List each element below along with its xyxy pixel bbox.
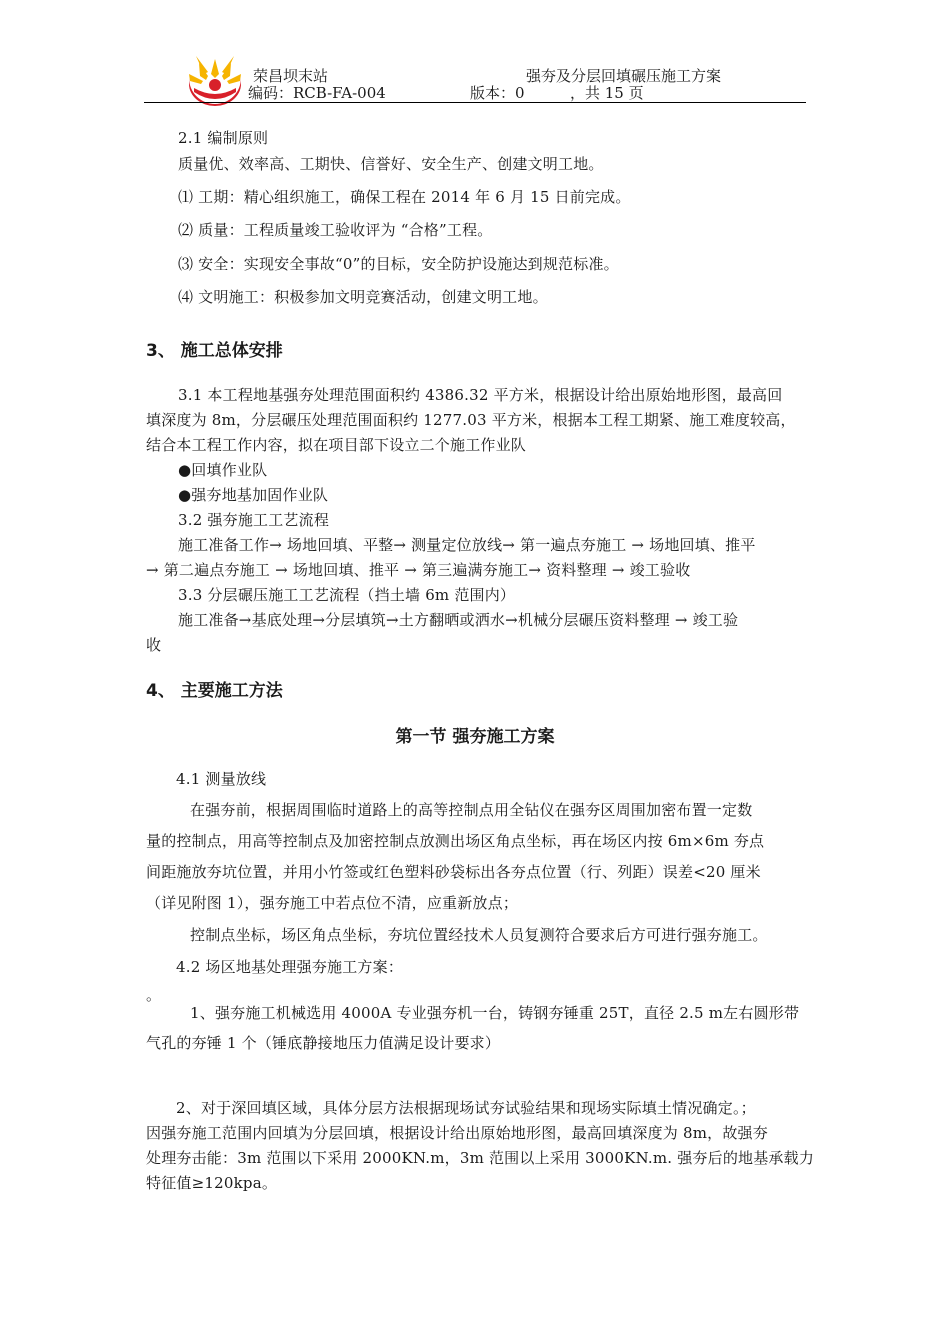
header-company: 荣昌坝末站 — [253, 67, 329, 85]
s31-line: 3.1 本工程地基强夯处理范围面积约 4386.32 平方米，根据设计给出原始地形图，最高回 — [178, 386, 783, 404]
header-pages: ，共 15 页 — [570, 84, 644, 102]
s33-line: 施工准备→基底处理→分层填筑→土方翻晒或洒水→机械分层碾压资料整理 → 竣工验 — [178, 611, 739, 629]
s21-item: ⑷ 文明施工：积极参加文明竞赛活动，创建文明工地。 — [178, 288, 548, 306]
company-logo — [186, 54, 244, 108]
section-1-title: 第一节 强夯施工方案 — [395, 727, 555, 747]
s32-line: 施工准备工作→ 场地回填、平整→ 测量定位放线→ 第一遍点夯施工 → 场地回填、推平 — [178, 536, 756, 554]
p2-line: 因强夯施工范围内回填为分层回填，根据设计给出原始地形图，最高回填深度为 8m，故强夯 — [146, 1124, 768, 1142]
p2-line: 特征值≥120kpa。 — [146, 1174, 278, 1192]
s32-line: → 第二遍点夯施工 → 场地回填、推平 → 第三遍满夯施工→ 资料整理 → 竣工验收 — [146, 561, 691, 579]
s21-item: ⑵ 质量：工程质量竣工验收评为 “合格”工程。 — [178, 221, 493, 239]
s41-line: 在强夯前，根据周围临时道路上的高等控制点用全钻仪在强夯区周围加密布置一定数 — [190, 801, 753, 819]
s41-title: 4.1 测量放线 — [176, 770, 267, 788]
team-item: ●强夯地基加固作业队 — [178, 486, 329, 504]
s32-title: 3.2 强夯施工工艺流程 — [178, 511, 330, 529]
s33-line: 收 — [146, 636, 162, 654]
s31-line: 填深度为 8m，分层碾压处理范围面积约 1277.03 平方米，根据本工程工期紧、施工难度较高， — [146, 411, 796, 429]
team-item: ●回填作业队 — [178, 461, 268, 479]
s21-intro: 质量优、效率高、工期快、信誉好、安全生产、创建文明工地。 — [178, 155, 604, 173]
s33-title: 3.3 分层碾压施工工艺流程（挡土墙 6m 范围内） — [178, 586, 516, 604]
s41-line: 间距施放夯坑位置，并用小竹签或红色塑料砂袋标出各夯点位置（行、列距）误差<20 厘米 — [146, 863, 761, 881]
s41-line: （详见附图 1），强夯施工中若点位不清，应重新放点； — [146, 894, 519, 912]
s41-line: 量的控制点，用高等控制点及加密控制点放测出场区角点坐标，再在场区内按 6m×6m 夯点 — [146, 832, 765, 850]
header-version: 版本：0 — [470, 84, 525, 102]
s41-line: 控制点坐标，场区角点坐标，夯坑位置经技术人员复测符合要求后方可进行强夯施工。 — [190, 926, 768, 944]
p2-line: 处理夯击能：3m 范围以下采用 2000KN.m，3m 范围以上采用 3000KN.m. 强夯后的地基承载力 — [146, 1149, 815, 1167]
section-4-heading: 4、 主要施工方法 — [146, 681, 283, 701]
s42-dot: 。 — [146, 986, 162, 1004]
p1-line: 1、强夯施工机械选用 4000A 专业强夯机一台，铸钢夯锤重 25T，直径 2.5 m左右圆形带 — [190, 1004, 800, 1022]
p1-line: 气孔的夯锤 1 个（锤底静接地压力值满足设计要求） — [146, 1034, 501, 1052]
s21-item: ⑶ 安全：实现安全事故“0”的目标，安全防护设施达到规范标准。 — [178, 255, 619, 273]
p2-line: 2、对于深回填区域，具体分层方法根据现场试夯试验结果和现场实际填土情况确定。； — [176, 1099, 756, 1117]
header-doc-title: 强夯及分层回填碾压施工方案 — [526, 67, 722, 85]
s21-item: ⑴ 工期：精心组织施工，确保工程在 2014 年 6 月 15 日前完成。 — [178, 188, 631, 206]
header-rule — [144, 102, 806, 103]
header-code: 编码：RCB-FA-004 — [248, 84, 386, 102]
s21-title: 2.1 编制原则 — [178, 129, 269, 147]
s42-title: 4.2 场区地基处理强夯施工方案： — [176, 958, 404, 976]
s31-line: 结合本工程工作内容，拟在项目部下设立二个施工作业队 — [146, 436, 527, 454]
section-3-heading: 3、 施工总体安排 — [146, 341, 283, 361]
